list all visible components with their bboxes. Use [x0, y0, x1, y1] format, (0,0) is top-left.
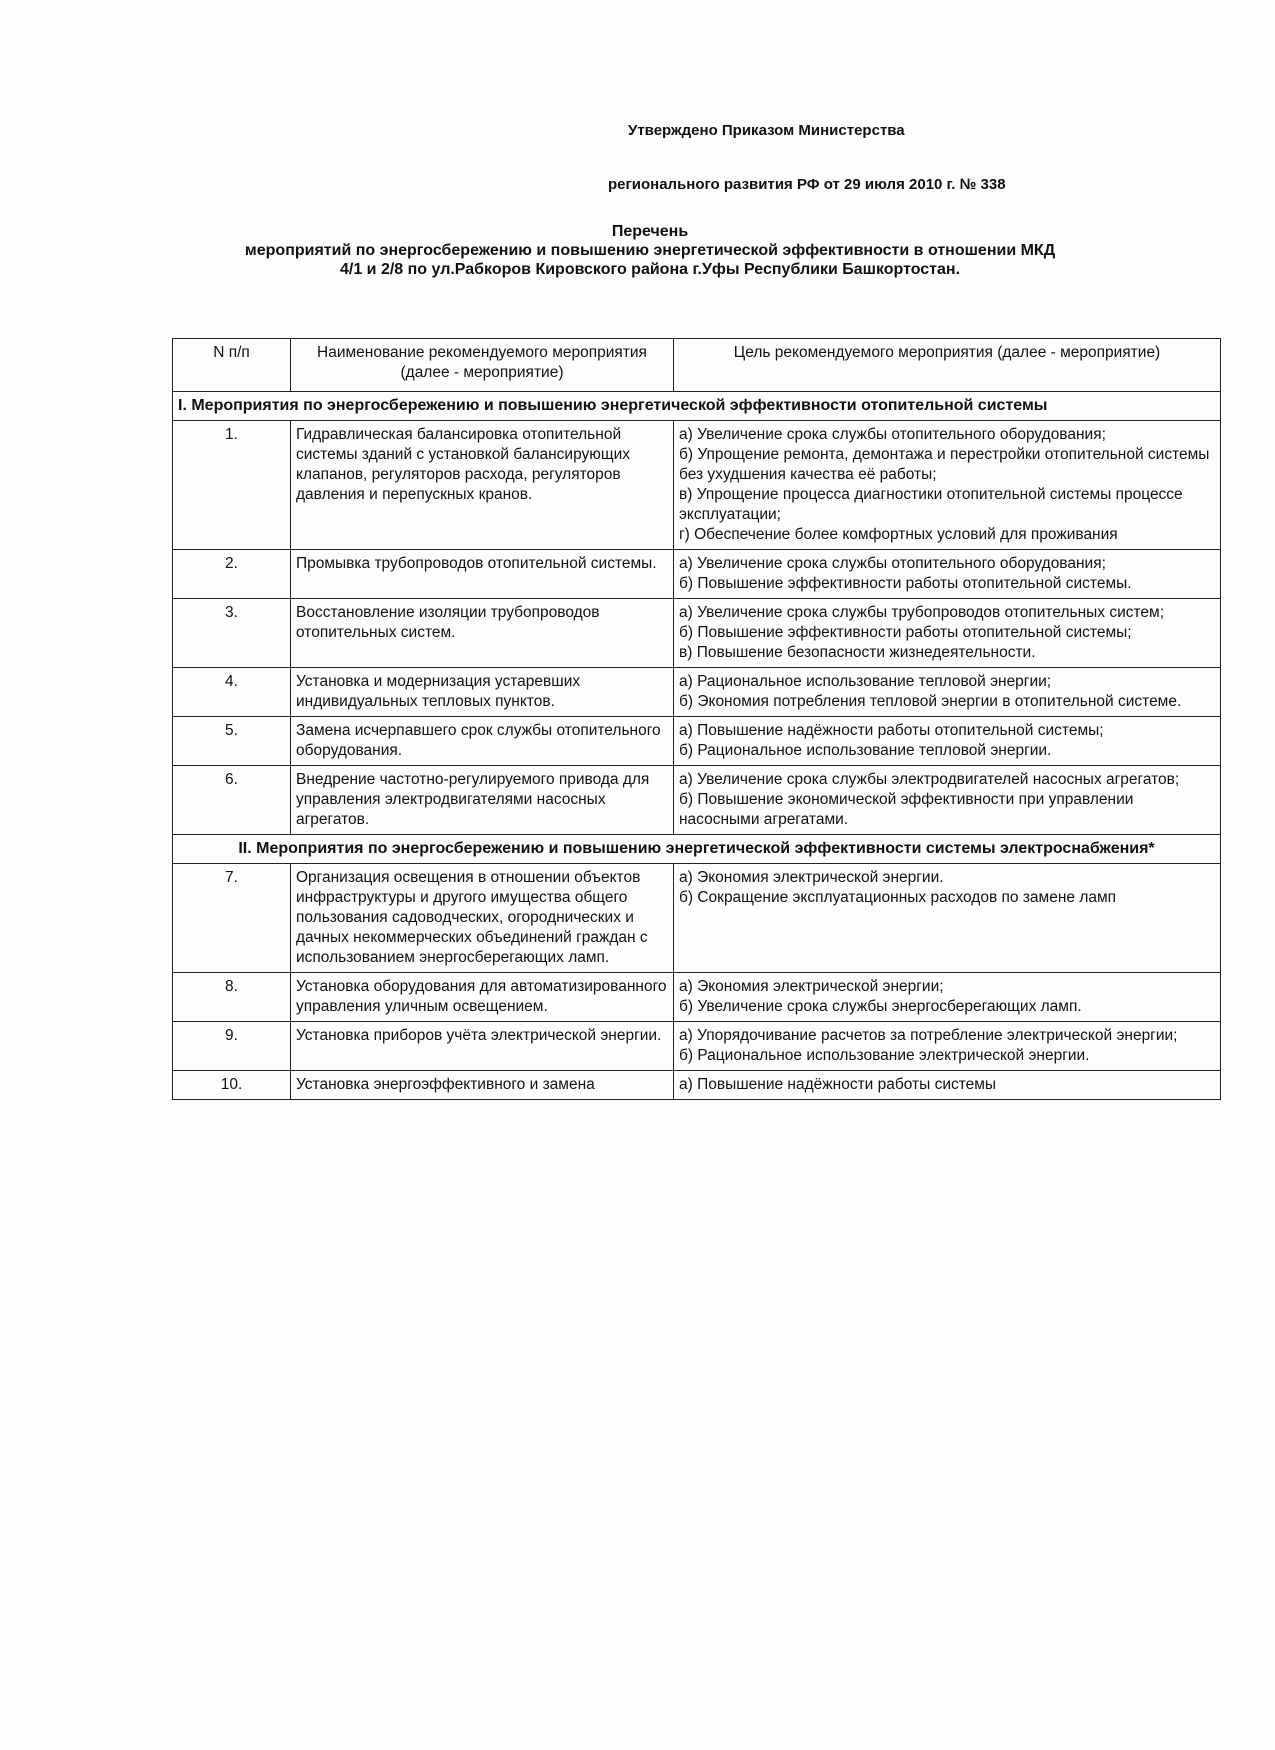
- table-row: [173, 668, 1221, 717]
- goal-item: а) Увеличение срока службы отопительного оборудования;: [679, 555, 1106, 572]
- row-goals: [674, 973, 1221, 1022]
- header-num: N п/п: [173, 339, 291, 392]
- title-line-3: 4/1 и 2/8 по ул.Рабкоров Кировского района г.Уфы Республики Башкортостан.: [339, 261, 961, 278]
- goal-item: б) Увеличение срока службы энергосберегающих ламп.: [679, 998, 1082, 1015]
- table-row: [173, 766, 1221, 835]
- row-number: 3.: [173, 599, 291, 668]
- goal-item: б) Повышение эффективности работы отопительной системы;: [679, 624, 1132, 641]
- table-row: [173, 717, 1221, 766]
- row-goals: [674, 717, 1221, 766]
- section-1-title: I. Мероприятия по энергосбережению и повышению энергетической эффективности отопительной системы: [173, 392, 1221, 421]
- table-row: [173, 1071, 1221, 1100]
- goal-item: б) Рациональное использование электрической энергии.: [679, 1047, 1090, 1064]
- row-measure-name: Внедрение частотно-регулируемого привода для управления электродвигателями насосных агрегатов.: [291, 766, 674, 835]
- row-goals: [674, 599, 1221, 668]
- section-row-2: [173, 835, 1221, 864]
- row-number: 10.: [173, 1071, 291, 1100]
- goal-item: а) Экономия электрической энергии;: [679, 978, 944, 995]
- row-number: 2.: [173, 550, 291, 599]
- table-header-row: [173, 339, 1221, 392]
- table-row: [173, 421, 1221, 550]
- row-goals: [674, 864, 1221, 973]
- row-number: 9.: [173, 1022, 291, 1071]
- header-name: Наименование рекомендуемого мероприятия (далее - мероприятие): [291, 339, 674, 392]
- goal-item: б) Повышение экономической эффективности при управлении насосными агрегатами.: [679, 791, 1134, 828]
- row-measure-name: Установка оборудования для автоматизированного управления уличным освещением.: [291, 973, 674, 1022]
- approval-line-2: регионального развития РФ от 29 июля 2010 г. № 338: [608, 176, 1006, 193]
- row-goals: [674, 766, 1221, 835]
- row-measure-name: Установка приборов учёта электрической энергии.: [291, 1022, 674, 1071]
- row-goals: [674, 668, 1221, 717]
- row-goals: [674, 550, 1221, 599]
- row-goals: [674, 1022, 1221, 1071]
- row-number: 7.: [173, 864, 291, 973]
- row-measure-name: Организация освещения в отношении объектов инфраструктуры и другого имущества общего пользования садоводческих, огороднических и дачных некоммерческих объединений граждан с использованием энергосберегающих ламп.: [291, 864, 674, 973]
- goal-item: б) Повышение эффективности работы отопительной системы.: [679, 575, 1132, 592]
- goal-item: в) Упрощение процесса диагностики отопительной системы процессе эксплуатации;: [679, 486, 1183, 523]
- row-number: 4.: [173, 668, 291, 717]
- goal-item: а) Увеличение срока службы отопительного оборудования;: [679, 426, 1106, 443]
- section-1-rows: [173, 421, 1221, 835]
- row-measure-name: Гидравлическая балансировка отопительной системы зданий с установкой балансирующих клапанов, регуляторов расхода, регуляторов давления и перепускных кранов.: [291, 421, 674, 550]
- row-measure-name: Восстановление изоляции трубопроводов отопительных систем.: [291, 599, 674, 668]
- goal-item: а) Повышение надёжности работы отопительной системы;: [679, 722, 1104, 739]
- header-goal: Цель рекомендуемого мероприятия (далее - мероприятие): [674, 339, 1221, 392]
- goal-item: а) Увеличение срока службы электродвигателей насосных агрегатов;: [679, 771, 1180, 788]
- table-row: [173, 973, 1221, 1022]
- goal-item: г) Обеспечение более комфортных условий для проживания: [679, 526, 1118, 543]
- row-number: 1.: [173, 421, 291, 550]
- goal-item: а) Экономия электрической энергии.: [679, 869, 944, 886]
- table-row: [173, 1022, 1221, 1071]
- title-line-1: Перечень: [611, 223, 689, 240]
- row-measure-name: Установка и модернизация устаревших индивидуальных тепловых пунктов.: [291, 668, 674, 717]
- row-number: 6.: [173, 766, 291, 835]
- goal-item: а) Повышение надёжности работы системы: [679, 1076, 997, 1093]
- goal-item: в) Повышение безопасности жизнедеятельности.: [679, 644, 1036, 661]
- row-goals: [674, 421, 1221, 550]
- goal-item: б) Упрощение ремонта, демонтажа и перестройки отопительной системы без ухудшения качества её работы;: [679, 446, 1210, 483]
- row-number: 5.: [173, 717, 291, 766]
- title-line-2: мероприятий по энергосбережению и повышению энергетической эффективности в отношении МКД: [244, 242, 1056, 259]
- goal-item: б) Сокращение эксплуатационных расходов по замене ламп: [679, 889, 1117, 906]
- goal-item: а) Рациональное использование тепловой энергии;: [679, 673, 1052, 690]
- approval-line-1: Утверждено Приказом Министерства: [628, 122, 905, 139]
- table-row: [173, 864, 1221, 973]
- goal-item: б) Экономия потребления тепловой энергии в отопительной системе.: [679, 693, 1182, 710]
- section-row-1: [173, 392, 1221, 421]
- section-2-title: II. Мероприятия по энергосбережению и повышению энергетической эффективности системы электроснабжения*: [173, 835, 1221, 864]
- measures-table: [172, 338, 1221, 1100]
- table-row: [173, 550, 1221, 599]
- goal-item: а) Упорядочивание расчетов за потребление электрической энергии;: [679, 1027, 1178, 1044]
- row-measure-name: Замена исчерпавшего срок службы отопительного оборудования.: [291, 717, 674, 766]
- table-row: [173, 599, 1221, 668]
- row-number: 8.: [173, 973, 291, 1022]
- row-measure-name: Промывка трубопроводов отопительной системы.: [291, 550, 674, 599]
- row-measure-name: Установка энергоэффективного и замена: [291, 1071, 674, 1100]
- goal-item: б) Рациональное использование тепловой энергии.: [679, 742, 1052, 759]
- document-title: [180, 222, 1120, 279]
- section-2-rows: [173, 864, 1221, 1100]
- goal-item: а) Увеличение срока службы трубопроводов отопительных систем;: [679, 604, 1164, 621]
- row-goals: [674, 1071, 1221, 1100]
